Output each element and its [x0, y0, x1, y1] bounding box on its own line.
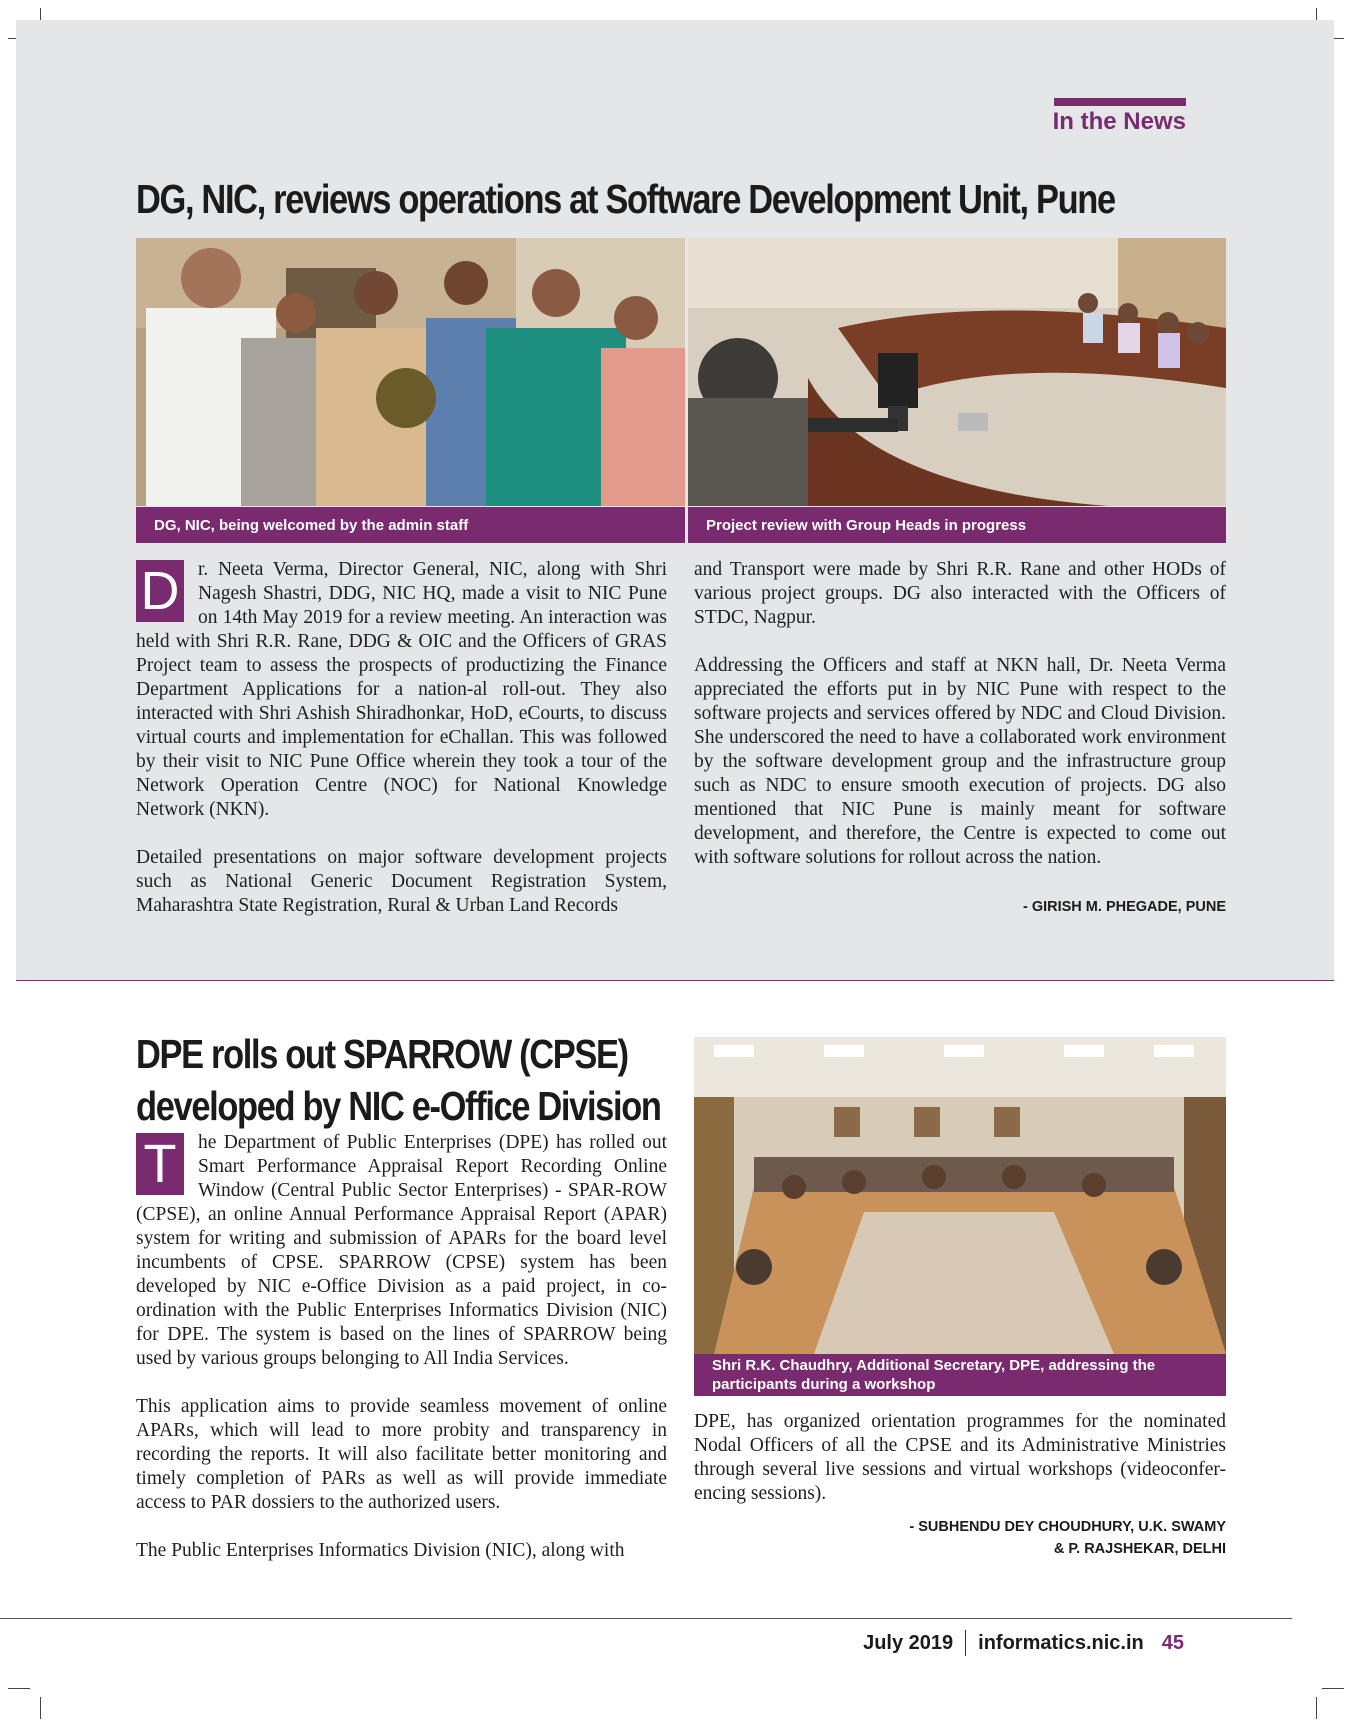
footer-divider	[965, 1630, 966, 1656]
photo-welcome	[136, 238, 685, 506]
section-tag: In the News	[1052, 108, 1186, 135]
paragraph: This application aims to provide seamless movement of online APARs, which will lead to more probity and transparency in recording the reports. It will also facilitate better monitoring and timely completion of PARs as well as will provide immediate access to PAR dossiers to the authorized users.	[136, 1396, 667, 1513]
headline-line: DPE rolls out SPARROW (CPSE)	[136, 1031, 628, 1077]
byline	[909, 1516, 1226, 1560]
footer-rule	[0, 1618, 1292, 1619]
paragraph-text: he Department of Public Enterprises (DPE) has rolled out Smart Performance Appraisal Report Recording Online Window (Central Public Sector Enterprises) - SPAR-ROW (CPSE), an online Annual Performance Appraisal Report (APAR) system for writing and submission of APARs for the board level incumbents of CPSE. SPARROW (CPSE) system has been developed by NIC e-Office Division as a paid project, in co-ordination with the Public Enterprises Informatics Division (NIC) for DPE. The system is based on the lines of SPARROW being used by various groups belonging to All India Services.	[136, 1132, 667, 1369]
paragraph: DPE, has organized orientation programmes for the nominated Nodal Officers of all the CPSE and its Administrative Ministries through several live sessions and virtual workshops (videoconfer-encing sessions).	[694, 1411, 1226, 1504]
article-headline	[136, 1028, 661, 1132]
photo-workshop	[694, 1037, 1226, 1354]
article-body-left	[136, 558, 667, 918]
drop-cap: T	[136, 1133, 184, 1195]
crop-mark	[1316, 1697, 1317, 1719]
page-number: 45	[1161, 1631, 1184, 1654]
photo-caption: Shri R.K. Chaudhry, Additional Secretary, DPE, addressing the participants during a workshop	[694, 1354, 1226, 1396]
byline: - GIRISH M. PHEGADE, PUNE	[1022, 899, 1226, 915]
issue-date: July 2019	[863, 1631, 954, 1654]
headline-line: developed by NIC e-Office Division	[136, 1083, 661, 1129]
byline-line: & P. RAJSHEKAR, DELHI	[1053, 1541, 1226, 1557]
photo-caption: DG, NIC, being welcomed by the admin staff	[136, 507, 685, 543]
paragraph	[136, 558, 667, 822]
article-body-left	[136, 1131, 667, 1563]
photo-caption: Project review with Group Heads in progress	[688, 507, 1226, 543]
article-headline: DG, NIC, reviews operations at Software Development Unit, Pune	[136, 176, 1115, 222]
drop-cap: D	[136, 560, 184, 622]
photo-review	[688, 238, 1226, 506]
paragraph	[136, 1131, 667, 1371]
paragraph: The Public Enterprises Informatics Division (NIC), along with	[136, 1540, 625, 1561]
page-footer	[863, 1630, 1184, 1656]
crop-mark	[8, 1688, 30, 1689]
paragraph: Detailed presentations on major software development projects such as National Generic Document Registration System, Maharashtra State Registration, Rural & Urban Land Records	[136, 847, 667, 916]
article-body-right	[694, 1410, 1226, 1506]
article-body-right	[694, 558, 1226, 870]
crop-mark	[40, 1697, 41, 1719]
crop-mark	[1322, 1688, 1344, 1689]
section-tag-bar	[1054, 98, 1186, 106]
paragraph: Addressing the Officers and staff at NKN hall, Dr. Neeta Verma appreciated the efforts put in by NIC Pune with respect to the software projects and services offered by NDC and Cloud Division. She underscored the need to have a collaborated work environment by the software development group and the infrastructure group such as NDC to ensure smooth execution of projects. DG also mentioned that NIC Pune is mainly meant for software development, and therefore, the Centre is expected to come out with software solutions for rollout across the nation.	[694, 655, 1226, 868]
paragraph: and Transport were made by Shri R.R. Rane and other HODs of various project groups. DG also interacted with the Officers of STDC, Nagpur.	[694, 559, 1226, 628]
byline-line: - SUBHENDU DEY CHOUDHURY, U.K. SWAMY	[909, 1519, 1226, 1535]
site-url[interactable]: informatics.nic.in	[978, 1631, 1144, 1654]
paragraph-text: r. Neeta Verma, Director General, NIC, along with Shri Nagesh Shastri, DDG, NIC HQ, made a visit to NIC Pune on 14th May 2019 for a review meeting. An interaction was held with Shri R.R. Rane, DDG & OIC and the Officers of GRAS Project team to assess the prospects of productizing the Finance Department Applications for a nation-al roll-out. They also interacted with Shri Ashish Shiradhonkar, HoD, eCourts, to discuss virtual courts and implementation for eChallan. This was followed by their visit to NIC Pune Office wherein they took a tour of the Network Operation Centre (NOC) for National Knowledge Network (NKN).	[136, 559, 667, 820]
